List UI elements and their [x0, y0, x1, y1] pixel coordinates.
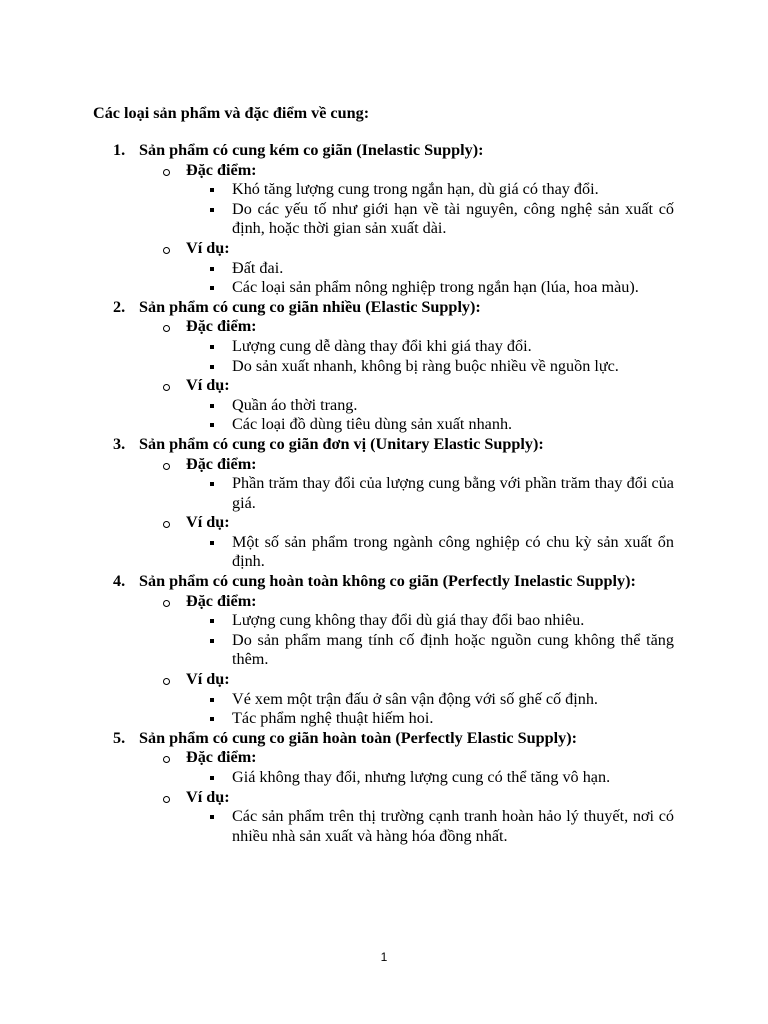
- subheading: [0, 788, 768, 808]
- square-bullet-icon: [210, 267, 214, 271]
- subheading: [0, 239, 768, 259]
- bullet-item: [0, 180, 674, 200]
- bullet-item: [0, 807, 674, 846]
- subheading-label: Ví dụ:: [186, 787, 230, 806]
- section-number: 4.: [113, 572, 126, 591]
- subheading-label: Đặc điểm:: [186, 454, 257, 473]
- hollow-circle-bullet-icon: [163, 521, 170, 528]
- square-bullet-icon: [210, 639, 214, 643]
- section-number: 2.: [113, 297, 126, 316]
- bullet-text: Phần trăm thay đổi của lượng cung bằng với phần trăm thay đổi của giá.: [232, 474, 674, 512]
- subheading: [0, 161, 768, 181]
- bullet-text: Quần áo thời trang.: [232, 395, 358, 414]
- bullet-item: [0, 768, 674, 788]
- bullet-text: Lượng cung dễ dàng thay đổi khi giá thay đổi.: [232, 336, 532, 355]
- bullet-text: Tác phẩm nghệ thuật hiếm hoi.: [232, 709, 434, 728]
- bullet-text: Giá không thay đổi, nhưng lượng cung có thể tăng vô hạn.: [232, 768, 611, 786]
- hollow-circle-bullet-icon: [163, 384, 170, 391]
- square-bullet-icon: [210, 776, 214, 780]
- subheading-label: Ví dụ:: [186, 670, 230, 689]
- bullet-text: Các loại sản phẩm nông nghiệp trong ngắn hạn (lúa, hoa màu).: [232, 278, 639, 297]
- hollow-circle-bullet-icon: [163, 756, 170, 763]
- section-title-text: Sản phẩm có cung kém co giãn (Inelastic Supply):: [139, 141, 484, 159]
- square-bullet-icon: [210, 286, 214, 290]
- section-title-text: Sản phẩm có cung hoàn toàn không co giãn (Perfectly Inelastic Supply):: [139, 572, 636, 591]
- subheading: [0, 748, 768, 768]
- section-item: [0, 572, 768, 729]
- hollow-circle-bullet-icon: [163, 169, 170, 176]
- section-title: [0, 435, 674, 455]
- square-bullet-icon: [210, 619, 214, 623]
- subheading-label: Ví dụ:: [186, 376, 230, 395]
- subheading: [0, 592, 768, 612]
- bullet-item: [0, 474, 674, 513]
- section-title: [0, 572, 674, 592]
- bullet-item: [0, 200, 674, 239]
- square-bullet-icon: [210, 365, 214, 369]
- section-number: 3.: [113, 434, 126, 453]
- bullet-item: [0, 396, 674, 416]
- bullet-text: Do các yếu tố như giới hạn về tài nguyên, công nghệ sản xuất cố định, hoặc thời gian sản xuất dài.: [232, 199, 674, 238]
- bullet-item: [0, 709, 674, 729]
- page-number: 1: [380, 950, 388, 964]
- subheading-label: Ví dụ:: [186, 238, 230, 257]
- square-bullet-icon: [210, 482, 214, 486]
- hollow-circle-bullet-icon: [163, 600, 170, 607]
- section-list: [0, 141, 768, 846]
- hollow-circle-bullet-icon: [163, 678, 170, 685]
- bullet-item: [0, 357, 674, 377]
- square-bullet-icon: [210, 404, 214, 408]
- subheading: [0, 317, 768, 337]
- bullet-text: Lượng cung không thay đổi dù giá thay đổi bao nhiêu.: [232, 611, 585, 630]
- bullet-text: Một số sản phẩm trong ngành công nghiệp có chu kỳ sản xuất ổn định.: [232, 532, 674, 571]
- subheading-label: Đặc điểm:: [186, 748, 257, 767]
- bullet-text: Do sản phẩm mang tính cố định hoặc nguồn cung không thể tăng thêm.: [232, 630, 674, 669]
- bullet-text: Vé xem một trận đấu ở sân vận động với số ghế cố định.: [232, 689, 598, 708]
- section-number: 5.: [113, 728, 126, 747]
- hollow-circle-bullet-icon: [163, 463, 170, 470]
- section-item: [0, 435, 768, 572]
- subheading-label: Đặc điểm:: [186, 591, 257, 610]
- section-title-text: Sản phẩm có cung co giãn nhiều (Elastic Supply):: [139, 297, 481, 316]
- bullet-text: Đất đai.: [232, 258, 284, 277]
- subheading-label: Đặc điểm:: [186, 160, 257, 179]
- bullet-item: [0, 259, 674, 279]
- square-bullet-icon: [210, 541, 214, 545]
- square-bullet-icon: [210, 698, 214, 702]
- bullet-item: [0, 533, 674, 572]
- square-bullet-icon: [210, 208, 214, 212]
- square-bullet-icon: [210, 717, 214, 721]
- subheading-label: Ví dụ:: [186, 513, 230, 532]
- subheading: [0, 513, 768, 533]
- bullet-text: Do sản xuất nhanh, không bị ràng buộc nhiều về nguồn lực.: [232, 356, 619, 375]
- square-bullet-icon: [210, 188, 214, 192]
- square-bullet-icon: [210, 345, 214, 349]
- bullet-item: [0, 415, 674, 435]
- bullet-item: [0, 631, 674, 670]
- bullet-item: [0, 337, 674, 357]
- section-title: [0, 141, 674, 161]
- square-bullet-icon: [210, 423, 214, 427]
- subheading: [0, 376, 768, 396]
- subheading-label: Đặc điểm:: [186, 317, 257, 336]
- hollow-circle-bullet-icon: [163, 325, 170, 332]
- section-item: [0, 298, 768, 435]
- section-title-text: Sản phẩm có cung co giãn đơn vị (Unitary Elastic Supply):: [139, 434, 544, 453]
- section-item: [0, 141, 768, 298]
- bullet-text: Các loại đồ dùng tiêu dùng sản xuất nhanh.: [232, 415, 513, 434]
- bullet-item: [0, 690, 674, 710]
- subheading: [0, 670, 768, 690]
- square-bullet-icon: [210, 815, 214, 819]
- section-title-text: Sản phẩm có cung co giãn hoàn toàn (Perfectly Elastic Supply):: [139, 728, 577, 747]
- section-number: 1.: [113, 141, 126, 159]
- bullet-text: Các sản phẩm trên thị trường cạnh tranh hoàn hảo lý thuyết, nơi có nhiều nhà sản xuất và hàng hóa đồng nhất.: [232, 807, 674, 845]
- subheading: [0, 455, 768, 475]
- section-item: [0, 729, 768, 847]
- bullet-item: [0, 278, 674, 298]
- document-heading: Các loại sản phẩm và đặc điểm về cung:: [93, 104, 370, 122]
- bullet-item: [0, 611, 674, 631]
- bullet-text: Khó tăng lượng cung trong ngắn hạn, dù giá có thay đổi.: [232, 180, 599, 199]
- hollow-circle-bullet-icon: [163, 796, 170, 803]
- section-title: [0, 298, 674, 318]
- section-title: [0, 729, 674, 749]
- hollow-circle-bullet-icon: [163, 247, 170, 254]
